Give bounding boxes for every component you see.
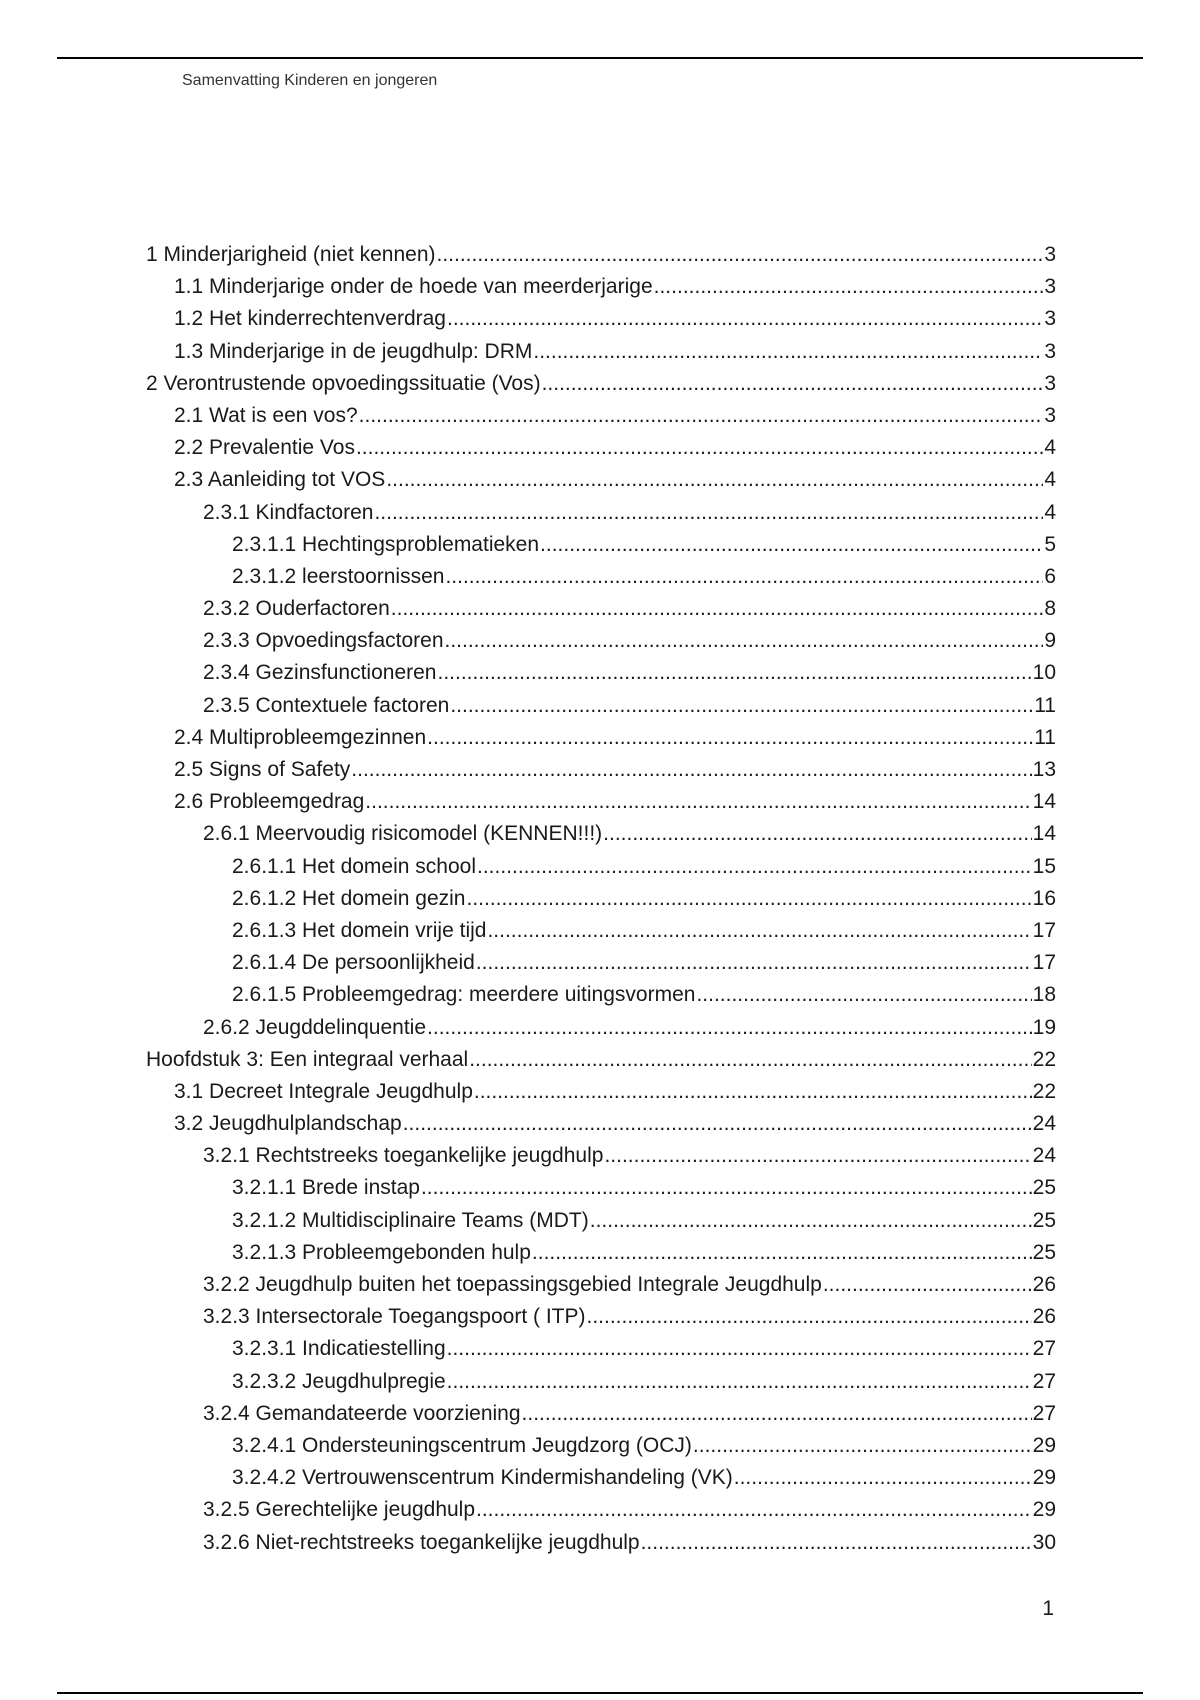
toc-entry-page: 9	[1044, 629, 1056, 653]
toc-entry[interactable]	[146, 1112, 1056, 1144]
toc-entry-title: 1.2 Het kinderrechtenverdrag	[174, 307, 446, 331]
toc-entry[interactable]	[146, 629, 1056, 661]
toc-entry-page: 29	[1032, 1433, 1056, 1457]
toc-entry[interactable]	[146, 307, 1056, 339]
toc-entry-title: 2.2 Prevalentie Vos	[174, 436, 355, 460]
toc-dot-leader	[590, 1209, 1032, 1233]
header-rule	[57, 57, 1143, 59]
toc-entry-page: 27	[1032, 1337, 1056, 1361]
toc-dot-leader	[474, 1080, 1032, 1104]
toc-entry[interactable]	[146, 243, 1056, 275]
toc-dot-leader	[374, 501, 1043, 525]
toc-dot-leader	[469, 1048, 1031, 1072]
toc-entry-page: 25	[1032, 1208, 1056, 1232]
toc-entry[interactable]	[146, 1241, 1056, 1273]
toc-entry[interactable]	[146, 1531, 1056, 1563]
toc-entry-title: 3.2.3.1 Indicatiestelling	[232, 1337, 446, 1361]
toc-entry[interactable]	[146, 726, 1056, 758]
toc-dot-leader	[587, 1305, 1032, 1329]
toc-entry[interactable]	[146, 661, 1056, 693]
toc-entry-title: 2.3.5 Contextuele factoren	[203, 693, 450, 717]
toc-dot-leader	[421, 1176, 1032, 1200]
toc-entry[interactable]	[146, 1466, 1056, 1498]
toc-dot-leader	[356, 436, 1043, 460]
toc-dot-leader	[445, 565, 1043, 589]
page-number: 1	[1042, 1597, 1054, 1620]
toc-entry[interactable]	[146, 565, 1056, 597]
toc-dot-leader	[437, 243, 1044, 267]
toc-dot-leader	[476, 951, 1032, 975]
toc-entry-title: 3.2.1.3 Probleemgebonden hulp	[232, 1240, 531, 1264]
toc-entry[interactable]	[146, 790, 1056, 822]
toc-entry-title: 2 Verontrustende opvoedingssituatie (Vos)	[146, 371, 541, 395]
toc-entry-title: 2.3.2 Ouderfactoren	[203, 597, 390, 621]
toc-entry[interactable]	[146, 404, 1056, 436]
toc-entry[interactable]	[146, 758, 1056, 790]
toc-dot-leader	[466, 887, 1031, 911]
toc-dot-leader	[447, 1337, 1032, 1361]
toc-entry-page: 22	[1032, 1079, 1056, 1103]
toc-entry-page: 8	[1044, 597, 1056, 621]
toc-dot-leader	[450, 694, 1033, 718]
toc-entry[interactable]	[146, 1370, 1056, 1402]
toc-entry-page: 6	[1044, 564, 1056, 588]
toc-entry-page: 3	[1044, 307, 1056, 331]
toc-entry-title: 2.3.1.2 leerstoornissen	[232, 564, 445, 588]
toc-dot-leader	[386, 468, 1043, 492]
toc-entry-title: 2.3.1.1 Hechtingsproblematieken	[232, 532, 540, 556]
toc-entry-title: 2.3 Aanleiding tot VOS	[174, 468, 386, 492]
toc-entry-title: 3.2.5 Gerechtelijke jeugdhulp	[203, 1498, 476, 1522]
toc-entry[interactable]	[146, 340, 1056, 372]
toc-entry[interactable]	[146, 468, 1056, 500]
toc-entry-page: 17	[1032, 918, 1056, 942]
toc-dot-leader	[427, 1016, 1032, 1040]
toc-dot-leader	[696, 983, 1031, 1007]
toc-entry[interactable]	[146, 855, 1056, 887]
toc-entry-page: 4	[1044, 468, 1056, 492]
toc-dot-leader	[522, 1402, 1032, 1426]
toc-entry-title: 2.3.1 Kindfactoren	[203, 500, 374, 524]
toc-dot-leader	[734, 1466, 1032, 1490]
toc-entry-page: 17	[1032, 951, 1056, 975]
toc-entry[interactable]	[146, 1498, 1056, 1530]
toc-entry-page: 24	[1032, 1112, 1056, 1136]
toc-entry-page: 19	[1032, 1015, 1056, 1039]
toc-entry[interactable]	[146, 1144, 1056, 1176]
toc-entry-page: 14	[1032, 790, 1056, 814]
toc-entry-title: 2.5 Signs of Safety	[174, 758, 351, 781]
toc-entry-page: 14	[1032, 822, 1056, 846]
toc-dot-leader	[603, 822, 1031, 846]
toc-entry-title: 2.4 Multiprobleemgezinnen	[174, 725, 427, 749]
toc-entry[interactable]	[146, 951, 1056, 983]
toc-entry-title: 3.1 Decreet Integrale Jeugdhulp	[174, 1079, 473, 1103]
toc-entry[interactable]	[146, 1402, 1056, 1434]
toc-entry[interactable]	[146, 1048, 1056, 1080]
toc-entry[interactable]	[146, 1176, 1056, 1208]
toc-entry-title: 2.6.1.5 Probleemgedrag: meerdere uitingsvormen	[232, 983, 696, 1007]
toc-entry[interactable]	[146, 1273, 1056, 1305]
table-of-contents	[146, 243, 1056, 1563]
toc-entry-page: 25	[1032, 1176, 1056, 1200]
toc-entry-page: 13	[1032, 758, 1056, 781]
toc-entry-page: 10	[1032, 661, 1056, 685]
toc-dot-leader	[427, 726, 1033, 750]
toc-entry[interactable]	[146, 1337, 1056, 1369]
toc-entry-title: 3.2.1.1 Brede instap	[232, 1176, 420, 1200]
toc-dot-leader	[391, 597, 1044, 621]
toc-dot-leader	[351, 758, 1031, 782]
toc-entry-title: 3.2.2 Jeugdhulp buiten het toepassingsgebied Integrale Jeugdhulp	[203, 1273, 822, 1296]
toc-entry-title: 1.1 Minderjarige onder de hoede van meerderjarige	[174, 275, 653, 299]
toc-entry-page: 27	[1032, 1369, 1056, 1393]
toc-entry-title: 2.6.1.3 Het domein vrije tijd	[232, 918, 487, 942]
toc-entry-page: 3	[1044, 371, 1056, 395]
toc-entry-title: 3.2.4.2 Vertrouwenscentrum Kindermishandeling (VK)	[232, 1466, 733, 1490]
toc-entry-title: 1 Minderjarigheid (niet kennen)	[146, 243, 436, 266]
toc-entry-page: 26	[1032, 1305, 1056, 1329]
toc-entry-page: 26	[1032, 1273, 1056, 1296]
toc-entry-page: 3	[1044, 275, 1056, 299]
toc-entry[interactable]	[146, 887, 1056, 919]
running-header: Samenvatting Kinderen en jongeren	[182, 72, 438, 89]
toc-entry[interactable]	[146, 1016, 1056, 1048]
toc-dot-leader	[532, 1241, 1032, 1265]
toc-dot-leader	[359, 404, 1044, 428]
toc-entry-page: 30	[1032, 1530, 1056, 1554]
toc-entry-page: 5	[1044, 532, 1056, 556]
toc-entry[interactable]	[146, 1080, 1056, 1112]
footer-rule	[57, 1692, 1143, 1694]
toc-entry-page: 22	[1032, 1047, 1056, 1071]
toc-entry-title: 2.6.1 Meervoudig risicomodel (KENNEN!!!)	[203, 822, 603, 846]
toc-entry-title: 2.6 Probleemgedrag	[174, 790, 365, 814]
toc-entry-page: 25	[1032, 1240, 1056, 1264]
toc-entry-title: 3.2.6 Niet-rechtstreeks toegankelijke jeugdhulp	[203, 1530, 640, 1554]
toc-entry-title: 3.2.4 Gemandateerde voorziening	[203, 1401, 521, 1425]
toc-entry[interactable]	[146, 597, 1056, 629]
toc-entry-page: 11	[1034, 725, 1056, 749]
toc-entry[interactable]	[146, 533, 1056, 565]
toc-entry[interactable]	[146, 1305, 1056, 1337]
toc-entry-page: 16	[1032, 886, 1056, 910]
toc-entry[interactable]	[146, 275, 1056, 307]
toc-entry[interactable]	[146, 983, 1056, 1015]
toc-entry[interactable]	[146, 372, 1056, 404]
toc-entry-title: 2.3.4 Gezinsfunctioneren	[203, 661, 437, 685]
toc-entry[interactable]	[146, 501, 1056, 533]
toc-entry-title: 1.3 Minderjarige in de jeugdhulp: DRM	[174, 339, 533, 363]
toc-entry[interactable]	[146, 919, 1056, 951]
toc-entry-page: 4	[1044, 436, 1056, 460]
toc-entry-title: 3.2.4.1 Ondersteuningscentrum Jeugdzorg (OCJ)	[232, 1433, 692, 1457]
toc-entry-title: 2.1 Wat is een vos?	[174, 403, 358, 427]
toc-entry[interactable]	[146, 436, 1056, 468]
toc-entry-page: 3	[1044, 243, 1056, 266]
toc-dot-leader	[445, 629, 1044, 653]
toc-dot-leader	[447, 307, 1043, 331]
toc-dot-leader	[540, 533, 1043, 557]
toc-entry-page: 11	[1034, 693, 1056, 717]
toc-dot-leader	[447, 1370, 1032, 1394]
toc-dot-leader	[604, 1144, 1031, 1168]
toc-dot-leader	[437, 661, 1031, 685]
toc-entry-page: 18	[1032, 983, 1056, 1007]
toc-entry-page: 3	[1044, 339, 1056, 363]
toc-entry-title: 2.6.1.1 Het domein school	[232, 854, 476, 878]
toc-dot-leader	[487, 919, 1031, 943]
toc-dot-leader	[476, 1498, 1032, 1522]
toc-dot-leader	[823, 1273, 1032, 1297]
toc-entry-title: 2.6.2 Jeugddelinquentie	[203, 1015, 427, 1039]
toc-entry-page: 29	[1032, 1498, 1056, 1522]
toc-entry-page: 29	[1032, 1466, 1056, 1490]
toc-entry[interactable]	[146, 822, 1056, 854]
toc-entry-title: 3.2 Jeugdhulplandschap	[174, 1112, 402, 1136]
toc-entry[interactable]	[146, 694, 1056, 726]
toc-entry-page: 24	[1032, 1144, 1056, 1168]
toc-entry-title: Hoofdstuk 3: Een integraal verhaal	[146, 1047, 469, 1071]
toc-dot-leader	[693, 1434, 1032, 1458]
toc-entry-title: 2.6.1.4 De persoonlijkheid	[232, 951, 475, 975]
toc-dot-leader	[533, 340, 1043, 364]
toc-entry-title: 3.2.3 Intersectorale Toegangspoort ( ITP)	[203, 1305, 586, 1329]
toc-entry-title: 2.6.1.2 Het domein gezin	[232, 886, 466, 910]
toc-dot-leader	[403, 1112, 1032, 1136]
toc-entry[interactable]	[146, 1209, 1056, 1241]
toc-entry-title: 3.2.1 Rechtstreeks toegankelijke jeugdhulp	[203, 1144, 604, 1168]
toc-dot-leader	[477, 855, 1032, 879]
toc-dot-leader	[641, 1531, 1032, 1555]
toc-entry-title: 3.2.1.2 Multidisciplinaire Teams (MDT)	[232, 1208, 589, 1232]
toc-entry-page: 4	[1044, 500, 1056, 524]
toc-entry[interactable]	[146, 1434, 1056, 1466]
toc-entry-title: 2.3.3 Opvoedingsfactoren	[203, 629, 444, 653]
toc-dot-leader	[654, 275, 1044, 299]
toc-entry-page: 27	[1032, 1401, 1056, 1425]
toc-entry-title: 3.2.3.2 Jeugdhulpregie	[232, 1369, 446, 1393]
toc-entry-page: 3	[1044, 403, 1056, 427]
toc-dot-leader	[542, 372, 1044, 396]
toc-entry-page: 15	[1032, 854, 1056, 878]
toc-dot-leader	[365, 790, 1031, 814]
